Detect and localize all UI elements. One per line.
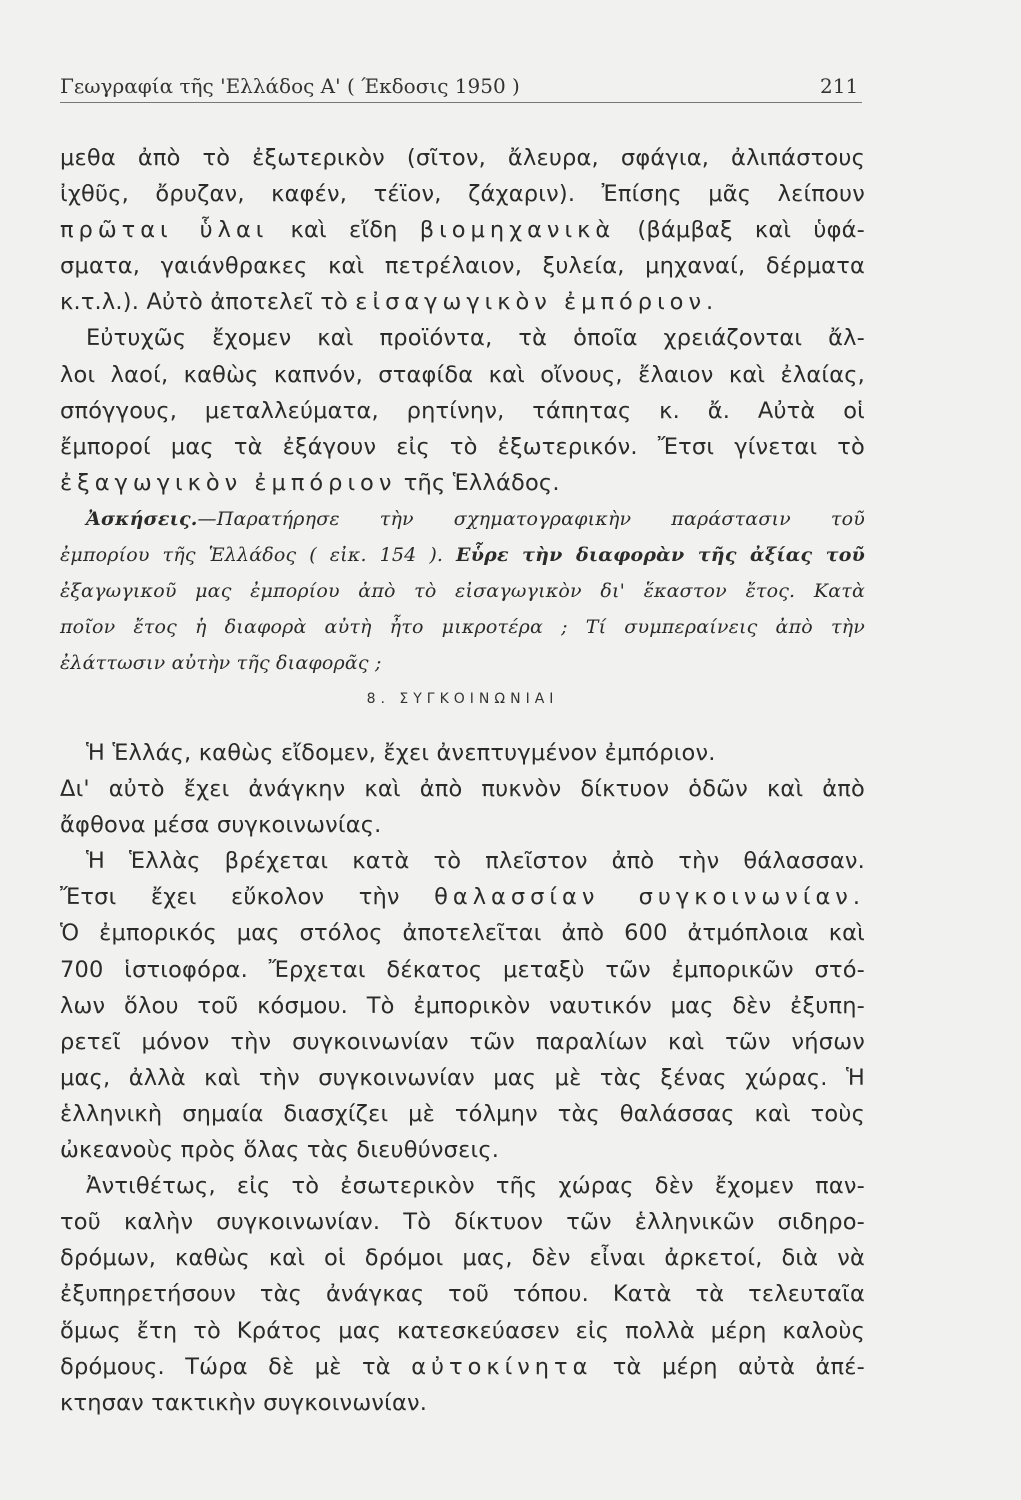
text-line: ἑλληνικὴ σημαία διασχίζει μὲ τόλμην τὰς θαλάσσας καὶ τοὺς xyxy=(60,1100,865,1127)
paragraph-communications xyxy=(60,735,865,1421)
header-rule xyxy=(60,102,862,103)
text-line: ὠκεανοὺς πρὸς ὅλας τὰς διευθύνσεις. xyxy=(60,1137,500,1164)
exercise-line: ἐξαγωγικοῦ μας ἐμπορίου ἀπὸ τὸ εἰσαγωγικὸν δι' ἕκαστον ἔτος. Κατὰ xyxy=(60,580,865,603)
text-line: πρῶται ὗλαι καὶ εἴδη βιομηχανικὰ (βάμβαξ καὶ ὑφά- xyxy=(60,217,866,244)
text-line: Ἡ Ἑλλάς, καθὼς εἴδομεν, ἔχει ἀνεπτυγμένον ἐμπόριον. xyxy=(86,740,716,766)
exercise-line: ποῖον ἔτος ἡ διαφορὰ αὐτὴ ἦτο μικροτέρα ; Τί συμπεραίνεις ἀπὸ τὴν xyxy=(60,616,865,639)
text-line: Εὐτυχῶς ἔχομεν καὶ προϊόντα, τὰ ὁποῖα χρειάζονται ἄλ- xyxy=(86,325,865,352)
text-line: λων ὅλου τοῦ κόσμου. Τὸ ἐμπορικὸν ναυτικόν μας δὲν ἐξυπη- xyxy=(60,992,865,1019)
text-line: μας, ἀλλὰ καὶ τὴν συγκοινωνίαν μας μὲ τὰς ξένας χώρας. Ἡ xyxy=(60,1064,865,1091)
page-header xyxy=(60,74,860,98)
text-line: Ὁ ἐμπορικός μας στόλος ἀποτελεῖται ἀπὸ 600 ἀτμόπλοια καὶ xyxy=(60,920,865,947)
exercises-label: Ἀσκήσεις. xyxy=(86,508,198,530)
text-line: Ἡ Ἑλλὰς βρέχεται κατὰ τὸ πλεῖστον ἀπὸ τὴν θάλασσαν. xyxy=(86,848,865,875)
text-line: Δι' αὐτὸ ἔχει ἀνάγκην καὶ ἀπὸ πυκνὸν δίκτυον ὁδῶν καὶ ἀπὸ xyxy=(60,776,865,803)
text-line: δρόμους. Τώρα δὲ μὲ τὰ αὐτοκίνητα τὰ μέρη αὐτὰ ἀπέ- xyxy=(60,1353,865,1380)
text-line: Ἔτσι ἔχει εὔκολον τὴν θαλασσίαν συγκοινωνίαν. xyxy=(60,884,865,911)
text-line: κ.τ.λ.). Αὐτὸ ἀποτελεῖ τὸ εἰσαγωγικὸν ἐμπόριον. xyxy=(60,289,719,316)
text-line: ρετεῖ μόνον τὴν συγκοινωνίαν τῶν παραλίων καὶ τῶν νήσων xyxy=(60,1028,865,1055)
text-line: λοι λαοί, καθὼς καπνόν, σταφίδα καὶ οἴνους, ἔλαιον καὶ ἐλαίας, xyxy=(60,361,865,388)
running-title: Γεωγραφία τῆς 'Ελλάδος Α' ( Έκδοσις 1950 ) xyxy=(60,74,520,98)
text-line: 700 ἱστιοφόρα. Ἔρχεται δέκατος μεταξὺ τῶν ἐμπορικῶν στό- xyxy=(60,956,865,983)
paragraph-imports-exports xyxy=(60,140,865,501)
text-line: σματα, γαιάνθρακες καὶ πετρέλαιον, ξυλεία, μηχαναί, δέρματα xyxy=(60,253,865,280)
text-line: σπόγγους, μεταλλεύματα, ρητίνην, τάπητας κ. ἄ. Αὐτὰ οἱ xyxy=(60,397,865,424)
text-line: ἔμποροί μας τὰ ἐξάγουν εἰς τὸ ἐξωτερικόν. Ἔτσι γίνεται τὸ xyxy=(60,433,865,460)
text-line: ἐξυπηρετήσουν τὰς ἀνάγκας τοῦ τόπου. Κατὰ τὰ τελευταῖα xyxy=(60,1281,865,1308)
text-line: κτησαν τακτικὴν συγκοινωνίαν. xyxy=(60,1389,428,1416)
text-line: ὅμως ἔτη τὸ Κράτος μας κατεσκεύασεν εἰς πολλὰ μέρη καλοὺς xyxy=(60,1317,865,1344)
text-line: ἐξαγωγικὸν ἐμπόριον τῆς Ἑλλάδος. xyxy=(60,469,560,496)
exercise-line: ἐλάττωσιν αὐτὴν τῆς διαφορᾶς ; xyxy=(60,652,382,675)
section-heading: 8. ΣΥΓΚΟΙΝΩΝΙΑΙ xyxy=(366,691,559,707)
exercise-line: Ἀσκήσεις.—Παρατήρησε τὴν σχηματογραφικὴν παράστασιν τοῦ xyxy=(86,508,865,530)
text-line: δρόμων, καθὼς καὶ οἱ δρόμοι μας, δὲν εἶναι ἀρκετοί, διὰ νὰ xyxy=(60,1245,865,1272)
text-line: Ἀντιθέτως, εἰς τὸ ἐσωτερικὸν τῆς χώρας δὲν ἔχομεν παν- xyxy=(86,1173,865,1200)
exercise-line: ἐμπορίου τῆς Ἑλλάδος ( εἰκ. 154 ). Εὗρε τὴν διαφορὰν τῆς ἀξίας τοῦ xyxy=(60,544,865,567)
text-line: τοῦ καλὴν συγκοινωνίαν. Τὸ δίκτυον τῶν ἑλληνικῶν σιδηρο- xyxy=(60,1209,865,1236)
exercises xyxy=(60,501,865,681)
page-number: 211 xyxy=(820,74,859,98)
text-line: ἰχθῦς, ὄρυζαν, καφέν, τέϊον, ζάχαριν). Ἐπίσης μᾶς λείπουν xyxy=(60,181,865,208)
text-line: ἄφθονα μέσα συγκοινωνίας. xyxy=(60,812,382,839)
text-line: μεθα ἀπὸ τὸ ἐξωτερικὸν (σῖτον, ἄλευρα, σφάγια, ἀλιπάστους xyxy=(60,145,865,171)
